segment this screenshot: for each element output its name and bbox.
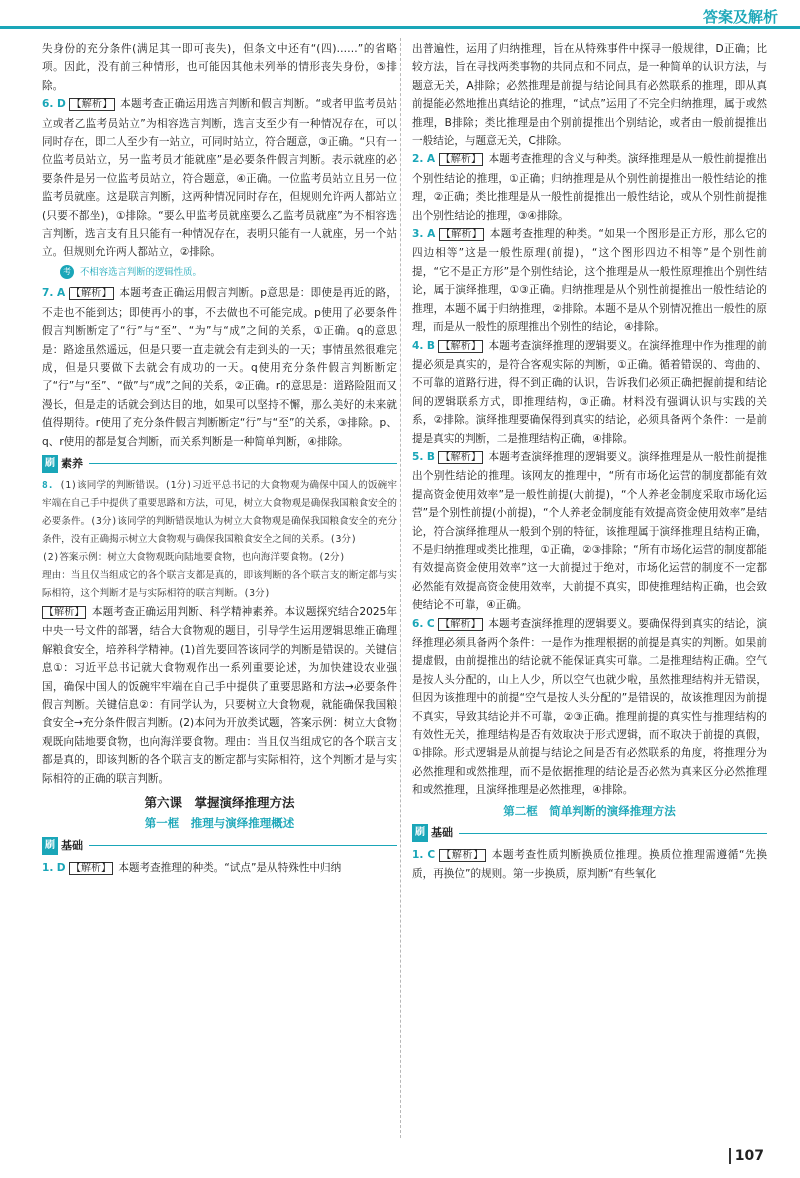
section-badge: 刷 xyxy=(42,837,58,855)
left-column xyxy=(42,40,397,878)
question-8-analysis xyxy=(42,603,397,788)
right-column xyxy=(412,40,767,884)
analysis-text: 本题考查正确运用判断、科学精神素养。本议题探究结合2025年中央一号文件的部署，结合大食物观的题目，引导学生运用逻辑思维正确理解粮食安全，培养科学精神。(1)首先要回答该同学的判断是错误的。关键信息①：习近平总书记就大食物观作出一系列重要论述，为加快建设农业强国，确保中国人的饭碗牢牢端在自己手中提供了重要思路和方法→必要条件假言判断。关键信息②：有同学认为，只要树立大食物观，就能确保我国粮食安全→充分条件假言判断。(2)本问为开放类试题，答案示例：树立大食物观既向陆地要食物，也向海洋要食物。理由：当且仅当组成它的各个联言支都是真的，即该判断的各个联言支的断定都与实际相符，这个判断才是与实际相符的正确的联言判断。 xyxy=(42,605,398,785)
continued-text: 失身份的充分条件(满足其一即可丧失)，但条文中还有“(四)……”的省略项。因此，没有前三种情形，也可能因其他未列举的情形丧失身份，⑤排除。 xyxy=(42,43,397,92)
analysis-text: 本题考查推理的含义与种类。演绎推理是从一般性前提推出个别性结论的推理，①正确；归纳推理是从个别性前提推出一般性结论的推理，②正确；类比推理是从一般性前提推出一般性结论，或从个别性前提推出个别性结论的推理，③④排除。 xyxy=(412,153,768,222)
page-number: 107 xyxy=(729,1148,764,1164)
question-2 xyxy=(412,150,767,225)
analysis-text: 本题考查演绎推理的逻辑要义。演绎推理是从一般性前提推出个别性结论的推理。该网友的推理中，“所有市场化运营的制度都能有效提高资金使用效率”是一般性前提(大前提)，“个人养老金制度采取市场化运营”是个别性前提(小前提)，“个人养老金制度能有效提高资金使用效率”是结论，符合演绎推理从一般到个别的特征，该推理属于演绎推理且结构正确，不是归纳推理或类比推理，①正确，②③排除；“所有市场化运营的制度都能有效提高资金使用效率”这一大前提过于绝对，市场化运营的制度不一定都必然能有效提高资金使用效率，大前提不真实，即使推理结构正确，也会致使结论不可靠，④正确。 xyxy=(412,450,768,612)
analysis-text: 本题考查推理的种类。“如果一个图形是正方形，那么它的四边相等”这是一般性原理(前提)，“这个图形四边不相等”是个别性前提，“它不是正方形”是个别性结论，这个推理是从一般性原理推出个别性结论，属于演绎推理，①③正确。归纳推理是从个别性前提推出一般性结论的推理，本题不属于归纳推理，②排除。本题不是从个别情况推出一般性的原理，而是从一般性的原理推出个别性的结论，④排除。 xyxy=(412,228,768,334)
section-badge: 刷 xyxy=(42,455,58,473)
answer-letter: A xyxy=(57,287,66,300)
analysis-tag: 【解析】 xyxy=(440,229,483,241)
question-4 xyxy=(412,337,767,448)
analysis-tag: 【解析】 xyxy=(70,288,112,300)
analysis-tag: 【解析】 xyxy=(71,99,113,111)
lesson-title: 第六课 掌握演绎推理方法 xyxy=(144,795,295,810)
answer-letter: D xyxy=(57,98,66,111)
analysis-text: 本题考查正确运用选言判断和假言判断。“或者甲监考员站立或者乙监考员站立”为相容选言判断，选言支至少有一种情况存在，可以同时存在，即二人至少有一站立，可同时站立，符合题意，③正确。“只有一位监考员站立，另一监考员才能就座”是必要条件假言判断。表示就座的必要条件是另一位监考员站立，符合题意，④正确。一位监考员站立且另一位监考员就座。这是联言判断，这两种情况同时存在，但规则允许两人都站立(只要不都坐)，①排除。“要么甲监考员就座要么乙监考员就座”为不相容选言判断，选言支有且只能有一种情况存在，表明只能有一人就座，另一个站立。但规则允许两人都站立，②排除。 xyxy=(42,98,398,259)
analysis-tag: 【解析】 xyxy=(70,862,111,874)
question-7 xyxy=(42,284,397,451)
question-number: 5. xyxy=(412,450,424,463)
answer-letter: A xyxy=(427,228,436,241)
section-badge: 刷 xyxy=(412,824,428,842)
section-label: 基础 xyxy=(61,838,83,852)
exam-point-text: 不相容选言判断的逻辑性质。 xyxy=(79,266,202,278)
section-line xyxy=(459,833,767,834)
question-number: 6. xyxy=(412,617,424,630)
answer-letter: B xyxy=(426,339,435,352)
section-line xyxy=(89,845,397,846)
section-label: 素养 xyxy=(61,456,83,470)
question-number: 1. xyxy=(42,861,54,874)
question-6 xyxy=(412,615,767,800)
section-suyang xyxy=(42,455,397,473)
answer-letter: B xyxy=(426,450,435,463)
question-6 xyxy=(42,95,397,262)
header-title: 答案及解析 xyxy=(702,8,778,26)
answer-letter: D xyxy=(56,861,66,874)
analysis-text: 本题考查演绎推理的逻辑要义。在演绎推理中作为推理的前提必须是真实的，是符合客观实际的判断，①正确。循着错误的、弯曲的、不可靠的道路行进，得不到正确的认识，告诉我们必须正确把握前提和结论间的逻辑联系方式，即推理结构，③正确。材料没有强调认识与实践的关系，②排除。演绎推理要确保得到真实的结论，必须具备两个条件：一是前提是真实的判断，二是推理结构正确，④排除。 xyxy=(412,339,768,445)
header-rule xyxy=(0,26,800,29)
section-jichu xyxy=(412,824,767,842)
question-5 xyxy=(412,448,767,615)
analysis-text: 本题考查演绎推理的逻辑要义。要确保得到真实的结论，演绎推理必须具备两个条件：一是作为推理根据的前提是真实的判断。如果前提虚假，由前提推出的结论就不能保证真实可靠。二是推理结构正确。空气是按人头分配的，山上人少，所以空气也就少啦，虽然推理结构并无错误，但因为该推理中的前提“空气是按人头分配的”是错误的，故该推理因为前提不真实，导致其结论并不可靠，②③正确。推理前提的真实性与推理结构的有效性无关，推理结构是否有效取决于形式逻辑，而不取决于前提的真假，①排除。形式逻辑是从前提与结论之间是否有必然联系的角度，将推理分为必然推理和或然推理，而不是依据推理的结论是否必然为真来区分必然推理和或然推理，且演绎推理是必然推理，④排除。 xyxy=(412,617,768,797)
section-line xyxy=(89,463,397,464)
question-1 xyxy=(42,859,397,878)
handwritten-answer-2: (2)答案示例：树立大食物观既向陆地要食物，也向海洋要食物。(2分) xyxy=(42,551,346,563)
answer-letter: C xyxy=(426,617,435,630)
question-number: 4. xyxy=(412,339,424,352)
analysis-text: 本题考查推理的种类。“试点”是从特殊性中归纳 xyxy=(118,861,342,874)
analysis-tag: 【解析】 xyxy=(44,606,85,618)
frame-title: 第一框 推理与演绎推理概述 xyxy=(144,816,295,831)
question-3 xyxy=(412,225,767,336)
analysis-tag: 【解析】 xyxy=(440,340,481,352)
question-number: 3. xyxy=(412,228,424,241)
column-divider xyxy=(400,38,401,1138)
analysis-tag: 【解析】 xyxy=(440,618,481,630)
question-number: 7. xyxy=(42,287,54,300)
question-number: 2. xyxy=(412,153,424,166)
handwritten-answer-3: 理由：当且仅当组成它的各个联言支都是真的，即该判断的各个联言支的断定都与实际相符，这个判断才是与实际相符的联言判断。(3分) xyxy=(42,569,397,599)
continued-text: 出普遍性，运用了归纳推理，旨在从特殊事件中探寻一般规律，D正确；比较方法，旨在寻找两类事物的共同点和不同点，是一种简单的认识方法，与题意无关，A排除；必然推理是前提与结论间具有必然联系的推理，即从真前提能必然地推出真结论的推理，“试点”运用了不完全归纳推理，属于或然推理，B排除；类比推理是由个别前提推出个别结论，或者由一般前提推出一般结论，与题意无关，C排除。 xyxy=(412,43,767,148)
answer-letter: C xyxy=(427,849,436,862)
answer-letter: A xyxy=(426,153,436,166)
analysis-tag: 【解析】 xyxy=(440,451,481,463)
handwritten-answer: (1)该同学的判断错误。(1分)习近平总书记的大食物观为确保中国人的饭碗牢牢端在自己手中提供了重要思路和方法，可见，树立大食物观是确保我国粮食安全的必要条件。(3分)该同学的判断错误地认为树立大食物观是确保我国粮食安全的充分条件，没有正确揭示树立大食物观与确保我国粮食安全之间的关系。(3分) xyxy=(42,479,398,545)
frame-title: 第二框 简单判断的演绎推理方法 xyxy=(503,803,676,818)
exam-point-icon: 考点 xyxy=(60,265,74,279)
analysis-tag: 【解析】 xyxy=(441,850,484,862)
section-jichu xyxy=(42,837,397,855)
question-8-answer-1 xyxy=(42,477,397,549)
analysis-tag: 【解析】 xyxy=(440,154,482,166)
question-number: 8. xyxy=(42,479,54,491)
analysis-text: 本题考查性质判断换质位推理。换质位推理需遵循“先换质，再换位”的规则。第一步换质，原判断“有些氧化 xyxy=(412,849,767,881)
question-number: 6. xyxy=(42,98,54,111)
question-1 xyxy=(412,846,767,884)
exam-point xyxy=(60,264,397,291)
section-label: 基础 xyxy=(431,825,453,839)
analysis-text: 本题考查正确运用假言判断。p意思是：即使是再近的路，不走也不能到达；即使再小的事，不去做也不可能完成。p使用了必要条件假言判断断定了“行”与“至”、“为”与“成”之间的关系，①正确。q的意思是：路途虽然遥远，但是只要一直走就会有走到头的一天；事情虽然很难完成，但是只要做下去就会有成功的一天。q使用充分条件假言判断断定了“行”与“至”、“做”与“成”之间的关系，②正确。r的意思是：道路险阻而又漫长，但是走的话就会到达目的地，如果可以坚持不懈，那么美好的未来就值得期待。r使用了充分条件假言判断断定“行”与“至”的关系，③排除。p、q、r使用的都是复合判断，而关系判断是一种简单判断，④排除。 xyxy=(42,287,397,448)
question-number: 1. xyxy=(412,849,424,862)
